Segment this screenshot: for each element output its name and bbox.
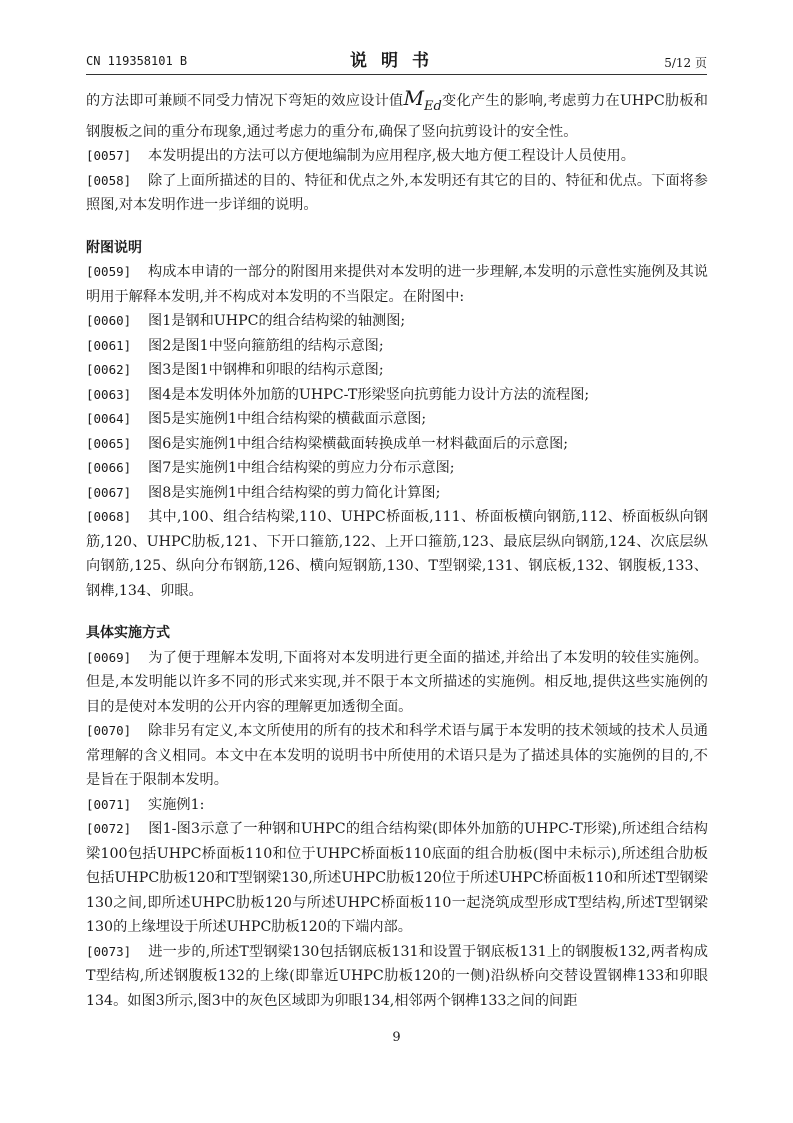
page-number: 9 [392, 1030, 401, 1045]
paragraph-number: [0071] [86, 796, 132, 812]
paragraph [86, 505, 708, 603]
paragraph [86, 260, 708, 309]
paragraph-number: [0070] [86, 723, 132, 738]
intro-paragraph [86, 86, 708, 144]
paragraph-text: 图7是实施例1中组合结构梁的剪应力分布示意图; [148, 460, 455, 476]
paragraph-text: 本发明提出的方法可以方便地编制为应用程序,极大地方便工程设计人员使用。 [148, 148, 635, 164]
section-heading-embodiment: 具体实施方式 [86, 625, 170, 641]
paragraph [86, 334, 708, 359]
math-subscript: Ed [423, 99, 442, 114]
paragraph-text: 图8是实施例1中组合结构梁的剪力简化计算图; [148, 484, 441, 501]
document-body [86, 86, 708, 1013]
paragraph [86, 481, 708, 506]
paragraph [86, 309, 708, 334]
paragraph-text: 图5是实施例1中组合结构梁的横截面示意图; [148, 411, 427, 427]
paragraph [86, 383, 708, 408]
paragraph-text: 图3是图1中钢榫和卯眼的结构示意图; [148, 362, 384, 378]
paragraph-text: 图1-图3示意了一种钢和UHPC的组合结构梁(即体外加筋的UHPC-T形梁),所述组合结构梁100包括UHPC桥面板110和位于UHPC桥面板110底面的组合肋板(图中未标示),所述组合肋板包括UHPC肋板120和T型钢梁130,所述UHPC肋板120位于所述UHPC桥面板110和所述T型钢梁130之间,即所述UHPC肋板120与所述UHPC桥面板110一起浇筑成型形成T型结构,所述T型钢梁130的上缘埋设于所述UHPC肋板120的下端内部。 [86, 821, 708, 935]
paragraph-number: [0059] [86, 264, 132, 279]
paragraph-text: 图6是实施例1中组合结构梁横截面转换成单一材料截面后的示意图; [148, 435, 569, 452]
page-indicator: 5/12 页 [664, 56, 707, 70]
math-moment-symbol [403, 86, 442, 114]
paragraph-number: [0069] [86, 649, 132, 665]
paragraph-text: 实施例1: [148, 796, 205, 813]
intro-text-a: 的方法即可兼顾不同受力情况下弯矩的效应设计值 [86, 93, 404, 109]
paragraph-text: 进一步的,所述T型钢梁130包括钢底板131和设置于钢底板131上的钢腹板132,两者构成T型结构,所述钢腹板132的上缘(即靠近UHPC肋板120的一侧)沿纵桥向交替设置钢榫133和卯眼134。如图3所示,图3中的灰色区域即为卯眼134,相邻两个钢榫133之间的间距 [86, 943, 708, 1009]
paragraph [86, 456, 708, 481]
paragraph [86, 817, 708, 940]
paragraph [86, 940, 708, 1014]
paragraph [86, 432, 708, 457]
paragraph [86, 793, 708, 818]
page-header [86, 46, 707, 75]
paragraph-number: [0064] [86, 411, 132, 426]
paragraph-number: [0068] [86, 509, 132, 524]
paragraph-text: 为了便于理解本发明,下面将对本发明进行更全面的描述,并给出了本发明的较佳实施例。但是,本发明能以许多不同的形式来实现,并不限于本文所描述的实施例。相反地,提供这些实施例的目的是使对本发明的公开内容的理解更加透彻全面。 [86, 649, 708, 715]
intro-text-b: 变化产生的影响,考虑剪力在UHPC肋板和钢腹板之间的重分布现象,通过考虑力的重分布,确保了竖向抗剪设计的安全性。 [86, 93, 708, 140]
math-symbol: M [403, 86, 424, 110]
document-title: 说明书 [350, 51, 443, 71]
section-heading-figures: 附图说明 [86, 239, 142, 256]
paragraph-number: [0065] [86, 435, 132, 451]
paragraph [86, 719, 708, 793]
paragraph-number: [0061] [86, 337, 132, 353]
paragraph-number: [0058] [86, 172, 132, 188]
paragraph-text: 图4是本发明体外加筋的UHPC-T形梁竖向抗剪能力设计方法的流程图; [148, 386, 590, 403]
paragraph [86, 358, 708, 383]
paragraph-text: 构成本申请的一部分的附图用来提供对本发明的进一步理解,本发明的示意性实施例及其说明用于解释本发明,并不构成对本发明的不当限定。在附图中: [86, 264, 708, 305]
paragraph-text: 除了上面所描述的目的、特征和优点之外,本发明还有其它的目的、特征和优点。下面将参照图,对本发明作进一步详细的说明。 [86, 172, 708, 213]
paragraph-text: 除非另有定义,本文所使用的所有的技术和科学术语与属于本发明的技术领域的技术人员通常理解的含义相同。本文中在本发明的说明书中所使用的术语只是为了描述具体的实施例的目的,不是旨在于限制本发明。 [86, 723, 708, 788]
paragraph-number: [0063] [86, 386, 132, 402]
paragraph [86, 646, 708, 720]
paragraph-text: 图1是钢和UHPC的组合结构梁的轴测图; [148, 313, 406, 329]
paragraph [86, 407, 708, 432]
paragraph-number: [0060] [86, 313, 132, 328]
paragraph-number: [0057] [86, 148, 132, 163]
paragraph-number: [0066] [86, 460, 132, 475]
paragraph [86, 169, 708, 218]
paragraph-number: [0072] [86, 821, 132, 836]
paragraph-text: 其中,100、组合结构梁,110、UHPC桥面板,111、桥面板横向钢筋,112、桥面板纵向钢筋,120、UHPC肋板,121、下开口箍筋,122、上开口箍筋,123、最底层纵向钢筋,124、次底层纵向钢筋,125、纵向分布钢筋,126、横向短钢筋,130、T型钢梁,131、钢底板,132、钢腹板,133、钢榫,134、卯眼。 [86, 509, 708, 599]
paragraph-text: 图2是图1中竖向箍筋组的结构示意图; [148, 337, 384, 354]
paragraph-number: [0062] [86, 362, 132, 377]
patent-number: CN 119358101 B [86, 54, 188, 68]
paragraph-number: [0067] [86, 484, 132, 500]
paragraph [86, 144, 708, 169]
paragraph-number: [0073] [86, 943, 132, 959]
